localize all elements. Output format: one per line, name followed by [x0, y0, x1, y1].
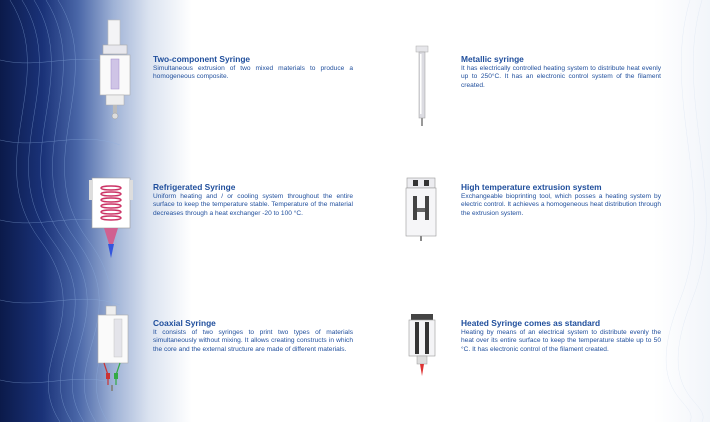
- feature-coaxial-syringe: [153, 318, 353, 354]
- feature-description: Uniform heating and / or cooling system throughout the entire surface to keep the temperature stable. Temperature of the material decreases through a heat exchanger -20 to 100 °C.: [153, 193, 353, 217]
- feature-title: High temperature extrusion system: [461, 182, 602, 192]
- feature-description: Exchangeable bioprinting tool, which posses a heating system by electric control. It achieves a homogeneous heat distribution through the extrusion system.: [461, 193, 661, 217]
- feature-high-temperature-extrusion: [461, 182, 661, 218]
- feature-description: It has electrically controlled heating system to distribute heat evenly up to 250°C. It has an electronic control system of the filament created.: [461, 65, 661, 89]
- feature-two-component-syringe: [153, 54, 353, 82]
- feature-description: Heating by means of an electrical system to distribute evenly the heat over its entire surface to keep the temperature stable up to 50 °C. It has electronic control of the filament created.: [461, 329, 661, 353]
- refrigerated-syringe-icon: [87, 172, 135, 260]
- feature-description: Simultaneous extrusion of two mixed materials to produce a homogeneous composite.: [153, 65, 353, 81]
- heated-syringe-icon: [403, 310, 441, 380]
- metallic-syringe-icon: [402, 42, 442, 132]
- feature-title: Coaxial Syringe: [153, 318, 216, 328]
- feature-refrigerated-syringe: [153, 182, 353, 218]
- coaxial-syringe-icon: [94, 303, 134, 395]
- two-component-syringe-icon: [94, 15, 136, 125]
- feature-title: Refrigerated Syringe: [153, 182, 236, 192]
- feature-metallic-syringe: [461, 54, 661, 90]
- feature-description: It consists of two syringes to print two types of materials simultaneously without mixing. It allows creating constructs in which the core and the external structure are made of different materials.: [153, 329, 353, 353]
- feature-title: Metallic syringe: [461, 54, 524, 64]
- feature-heated-syringe: [461, 318, 661, 354]
- feature-title: Heated Syringe comes as standard: [461, 318, 601, 328]
- feature-title: Two-component Syringe: [153, 54, 251, 64]
- high-temperature-extruder-icon: [402, 174, 440, 242]
